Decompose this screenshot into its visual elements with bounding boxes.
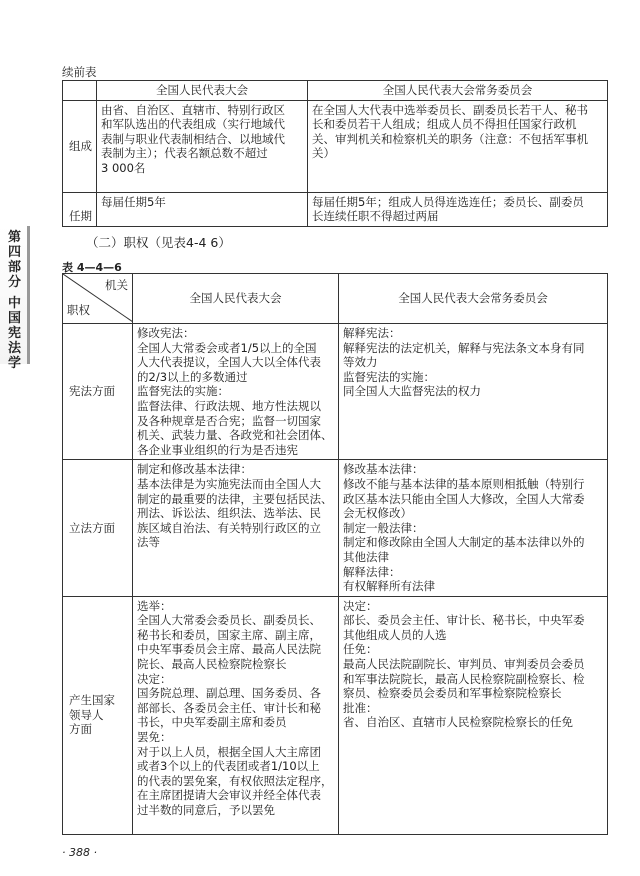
cell-line: 过半数的同意后，予以罢免	[137, 803, 275, 817]
corner-top-label: 机关	[105, 278, 128, 292]
cell-line: 方面	[69, 722, 92, 737]
cell-line: 决定：	[137, 671, 172, 686]
side-tab-subject: 中国宪法学	[8, 296, 22, 371]
cell-line: 罢免：	[137, 730, 172, 745]
cell-line: 刑法、诉讼法、组织法、选举法、民	[137, 506, 321, 521]
cell-line: 法等	[137, 535, 160, 550]
cell-line: 长和委员若干人组成；组成人员不得担任国家行政机	[312, 117, 577, 132]
cell-line: 的2/3以上的多数通过	[137, 369, 248, 384]
npcsc-cell	[339, 460, 608, 596]
cell-line: 制定和修改基本法律：	[137, 462, 252, 477]
npc-cell	[133, 324, 339, 460]
cell-line: 决定：	[343, 598, 378, 613]
cell-line: 宪法方面	[69, 384, 115, 399]
cell-line: 选举：	[137, 598, 172, 613]
cell-line: 及各种规章是否合宪；监督一切国家	[137, 413, 321, 428]
cell-line: 院长、最高人民检察院检察长	[137, 657, 287, 672]
cell-line: 各企业事业组织的行为是否违宪	[137, 442, 298, 457]
cell-line: 族区域自治法、有关特别行政区的立	[137, 520, 321, 535]
row-label	[63, 324, 133, 460]
cell-line: 表制与职业代表制相结合、以地域代	[101, 131, 285, 146]
cell-line: 修改基本法律：	[343, 462, 424, 477]
cell-line: 秘书长和委员，国家主席、副主席，	[137, 627, 321, 642]
npc-cell	[133, 460, 339, 596]
row-label: 组成	[63, 100, 97, 192]
npcsc-cell	[308, 100, 608, 192]
cell-line: 省、自治区、直辖市人民检察院检察长的任免	[343, 715, 573, 730]
cell-line: 监督宪法的实施：	[343, 369, 435, 384]
chapter-side-tab	[0, 226, 30, 371]
corner-bottom-label: 职权	[67, 303, 90, 318]
side-tab-part: 第四部分	[8, 230, 22, 290]
cell-line: 有权解释所有法律	[343, 579, 435, 594]
continued-label: 续前表	[62, 65, 97, 79]
page-number: · 388 ·	[62, 846, 97, 859]
cell-line: 会无权修改）	[343, 506, 412, 521]
cell-line: 制定的最重要的法律，主要包括民法、	[137, 491, 333, 506]
cell-line: 产生国家	[69, 693, 115, 708]
cell-line: 任免：	[343, 642, 378, 657]
cell-line: 最高人民法院副院长、审判员、审判委员会委员	[343, 657, 585, 672]
npc-cell	[133, 596, 339, 834]
cell-line: 其他法律	[343, 549, 389, 564]
cell-line: 国务院总理、副总理、国务委员、各	[137, 686, 321, 701]
cell-line: 察员、检察委员会委员和军事检察院检察长	[343, 686, 562, 701]
cell-line: 机关、武装力量、各政党和社会团体、	[137, 428, 333, 443]
section-heading: （二）职权（见表4-4 6）	[86, 235, 231, 250]
cell-line: 人大代表提议，全国人大以全体代表	[137, 355, 321, 370]
cell-line: 全国人大常委会或者1/5以上的全国	[137, 340, 317, 355]
cell-line: 制定一般法律：	[343, 520, 424, 535]
cell-line: 领导人	[69, 707, 104, 722]
row-label	[63, 596, 133, 834]
cell-line: 同全国人大监督宪法的权力	[343, 384, 481, 399]
table-composition	[62, 80, 608, 227]
table-powers	[62, 273, 608, 835]
cell-line: 部长、委员会主任、审计长、秘书长，中央军委	[343, 613, 585, 628]
npc-cell	[97, 192, 308, 226]
corner-cell	[63, 81, 97, 101]
npcsc-cell	[339, 596, 608, 834]
header-npc: 全国人民代表大会	[97, 81, 308, 101]
cell-line: 批准：	[343, 700, 378, 715]
npcsc-cell	[339, 324, 608, 460]
cell-line: 等效力	[343, 355, 378, 370]
npc-cell	[97, 100, 308, 192]
cell-line: 解释宪法：	[343, 326, 401, 340]
diagonal-corner-cell	[63, 274, 133, 324]
cell-line: 书长，中央军委副主席和委员	[137, 715, 287, 730]
cell-line: 的代表的罢免案，有权依照法定程序，	[137, 773, 333, 788]
cell-line: 中央军事委员会主席、最高人民法院	[137, 642, 321, 657]
cell-line: 由省、自治区、直辖市、特别行政区	[101, 102, 285, 117]
cell-line: 关）	[312, 146, 335, 161]
cell-line: 和军事法院院长，最高人民检察院副检察长、检	[343, 671, 585, 686]
cell-line: 每届任期5年；组成人员得连选连任；委员长、副委员	[312, 194, 584, 209]
cell-line: 监督宪法的实施：	[137, 384, 229, 399]
cell-line: 表制为主）；代表名额总数不超过	[101, 146, 268, 161]
cell-line: 其他组成人员的人选	[343, 627, 447, 642]
cell-line: 监督法律、行政法规、地方性法规以	[137, 398, 321, 413]
cell-line: 长连续任职不得超过两届	[312, 209, 439, 224]
cell-line: 政区基本法只能由全国人大修改，全国人大常委	[343, 491, 585, 506]
row-label: 任期	[63, 192, 97, 226]
npcsc-cell	[308, 192, 608, 226]
header-npcsc: 全国人民代表大会常务委员会	[308, 81, 608, 101]
cell-line: 和军队选出的代表组成（实行地域代	[101, 117, 285, 132]
cell-line: 对于以上人员，根据全国人大主席团	[137, 744, 321, 759]
cell-line: 基本法律是为实施宪法而由全国人大	[137, 476, 321, 491]
table-caption: 表 4—4—6	[62, 261, 122, 274]
cell-line: 在全国人大代表中选举委员长、副委员长若干人、秘书	[312, 102, 588, 117]
cell-line: 解释法律：	[343, 564, 401, 579]
cell-line: 或者3个以上的代表团或者1/10以上	[137, 759, 320, 774]
cell-line: 关、审判机关和检察机关的职务（注意：不包括军事机	[312, 131, 588, 146]
header-npc: 全国人民代表大会	[133, 274, 339, 324]
cell-line: 修改宪法：	[137, 326, 195, 340]
cell-line: 在主席团提请大会审议并经全体代表	[137, 788, 321, 803]
cell-line: 修改不能与基本法律的基本原则相抵触（特别行	[343, 476, 585, 491]
cell-line: 解释宪法的法定机关，解释与宪法条文本身有同	[343, 340, 585, 355]
row-label	[63, 460, 133, 596]
cell-line: 全国人大常委会委员长、副委员长、	[137, 613, 321, 628]
cell-line: 部部长、各委员会主任、审计长和秘	[137, 700, 321, 715]
cell-line: 制定和修改除由全国人大制定的基本法律以外的	[343, 535, 585, 550]
cell-line: 3 000名	[101, 160, 146, 175]
header-npcsc: 全国人民代表大会常务委员会	[339, 274, 608, 324]
cell-line: 立法方面	[69, 520, 115, 535]
cell-line: 每届任期5年	[101, 194, 166, 209]
